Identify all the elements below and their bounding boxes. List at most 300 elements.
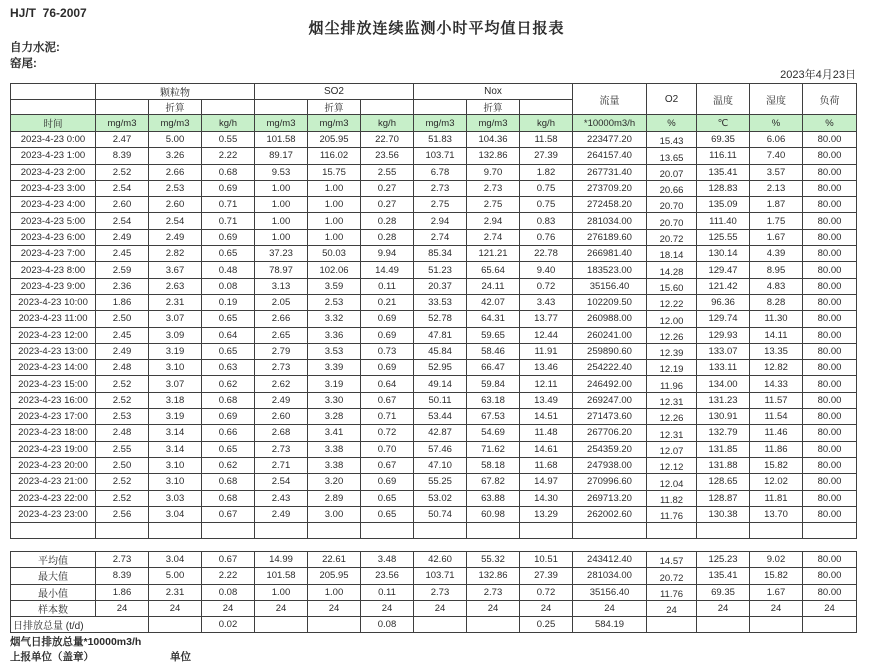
summary-value-cell: 24: [308, 600, 361, 616]
value-cell: 267731.40: [573, 164, 647, 180]
value-cell: 129.74: [697, 311, 750, 327]
table-row: [11, 197, 857, 213]
value-cell: 2.50: [96, 311, 149, 327]
value-cell: 2.31: [149, 294, 202, 310]
value-cell: 71.62: [467, 441, 520, 457]
table-row: [11, 180, 857, 196]
summary-value-cell: 24: [803, 600, 857, 616]
value-cell: 37.23: [255, 246, 308, 262]
value-cell: 0.65: [202, 311, 255, 327]
value-cell: 0.69: [361, 311, 414, 327]
value-cell: 0.62: [202, 376, 255, 392]
value-cell: 3.28: [308, 409, 361, 425]
value-cell: 78.97: [255, 262, 308, 278]
empty-cell: [308, 523, 361, 539]
summary-value-cell: 2.22: [202, 568, 255, 584]
value-cell: 60.98: [467, 506, 520, 522]
value-cell: 2.22: [202, 148, 255, 164]
time-cell: 2023-4-23 16:00: [11, 392, 96, 408]
summary-value-cell: 1.00: [308, 584, 361, 600]
value-cell: 12.07: [647, 441, 697, 457]
value-cell: 20.66: [647, 180, 697, 196]
value-cell: 130.38: [697, 506, 750, 522]
unit-cell: kg/h: [202, 115, 255, 132]
summary-value-cell: 35156.40: [573, 584, 647, 600]
summary-value-cell: 24: [520, 600, 573, 616]
value-cell: 6.78: [414, 164, 467, 180]
empty-cell: [520, 523, 573, 539]
value-cell: 9.40: [520, 262, 573, 278]
value-cell: 2.73: [255, 360, 308, 376]
value-cell: 2.45: [96, 327, 149, 343]
value-cell: 128.65: [697, 474, 750, 490]
value-cell: 0.68: [202, 474, 255, 490]
value-cell: 80.00: [803, 360, 857, 376]
value-cell: 0.19: [202, 294, 255, 310]
header-group-row: [11, 84, 857, 100]
value-cell: 3.07: [149, 376, 202, 392]
value-cell: 52.95: [414, 360, 467, 376]
value-cell: 42.87: [414, 425, 467, 441]
table-row: [11, 360, 857, 376]
value-cell: 63.88: [467, 490, 520, 506]
value-cell: 13.29: [520, 506, 573, 522]
value-cell: 129.47: [697, 262, 750, 278]
value-cell: 12.31: [647, 425, 697, 441]
value-cell: 11.91: [520, 343, 573, 359]
value-cell: 9.70: [467, 164, 520, 180]
value-cell: 111.40: [697, 213, 750, 229]
value-cell: 0.65: [202, 246, 255, 262]
value-cell: 2.68: [255, 425, 308, 441]
value-cell: 3.18: [149, 392, 202, 408]
value-cell: 0.69: [361, 327, 414, 343]
daily-total-cell: 0.08: [361, 617, 414, 633]
unit-cell: *10000m3/h: [573, 115, 647, 132]
value-cell: 12.11: [520, 376, 573, 392]
value-cell: 13.49: [520, 392, 573, 408]
value-cell: 2.71: [255, 457, 308, 473]
value-cell: 0.76: [520, 229, 573, 245]
value-cell: 0.28: [361, 213, 414, 229]
value-cell: 8.95: [750, 262, 803, 278]
value-cell: 11.96: [647, 376, 697, 392]
value-cell: 1.00: [255, 229, 308, 245]
table-row: [11, 262, 857, 278]
summary-value-cell: 10.51: [520, 552, 573, 568]
time-cell: 2023-4-23 22:00: [11, 490, 96, 506]
value-cell: 3.32: [308, 311, 361, 327]
summary-value-cell: 55.32: [467, 552, 520, 568]
value-cell: 131.88: [697, 457, 750, 473]
value-cell: 2.49: [96, 229, 149, 245]
time-cell: 2023-4-23 0:00: [11, 132, 96, 148]
value-cell: 11.76: [647, 506, 697, 522]
daily-total-cell: 0.25: [520, 617, 573, 633]
header-o2: O2: [647, 84, 697, 115]
value-cell: 2.94: [414, 213, 467, 229]
value-cell: 6.06: [750, 132, 803, 148]
value-cell: 128.83: [697, 180, 750, 196]
daily-total-cell: [803, 617, 857, 633]
value-cell: 3.53: [308, 343, 361, 359]
value-cell: 269713.20: [573, 490, 647, 506]
value-cell: 0.63: [202, 360, 255, 376]
value-cell: 102209.50: [573, 294, 647, 310]
value-cell: 254222.40: [573, 360, 647, 376]
value-cell: 2.53: [149, 180, 202, 196]
value-cell: 50.74: [414, 506, 467, 522]
value-cell: 12.19: [647, 360, 697, 376]
value-cell: 11.68: [520, 457, 573, 473]
value-cell: 183523.00: [573, 262, 647, 278]
summary-rows: [11, 552, 857, 633]
header-blank-cell: [96, 100, 149, 115]
time-cell: 2023-4-23 20:00: [11, 457, 96, 473]
time-cell: 2023-4-23 11:00: [11, 311, 96, 327]
value-cell: 269247.00: [573, 392, 647, 408]
value-cell: 2.60: [255, 409, 308, 425]
daily-total-cell: 0.02: [202, 617, 255, 633]
value-cell: 7.40: [750, 148, 803, 164]
value-cell: 80.00: [803, 327, 857, 343]
value-cell: 11.86: [750, 441, 803, 457]
time-cell: 2023-4-23 3:00: [11, 180, 96, 196]
time-cell: 2023-4-23 9:00: [11, 278, 96, 294]
value-cell: 133.07: [697, 343, 750, 359]
summary-value-cell: 0.72: [520, 584, 573, 600]
table-row: [11, 213, 857, 229]
table-row: [11, 148, 857, 164]
value-cell: 135.41: [697, 164, 750, 180]
value-cell: 131.85: [697, 441, 750, 457]
value-cell: 0.21: [361, 294, 414, 310]
value-cell: 0.68: [202, 392, 255, 408]
value-cell: 134.00: [697, 376, 750, 392]
value-cell: 80.00: [803, 262, 857, 278]
value-cell: 2.49: [255, 506, 308, 522]
value-cell: 3.36: [308, 327, 361, 343]
value-cell: 33.53: [414, 294, 467, 310]
company-name: 自力水泥:: [10, 42, 60, 54]
value-cell: 0.69: [361, 360, 414, 376]
summary-value-cell: 80.00: [803, 568, 857, 584]
daily-total-cell: 584.19: [573, 617, 647, 633]
value-cell: 65.64: [467, 262, 520, 278]
table-row: [11, 425, 857, 441]
daily-total-cell: [308, 617, 361, 633]
value-cell: 15.60: [647, 278, 697, 294]
value-cell: 5.00: [149, 132, 202, 148]
table-row: [11, 132, 857, 148]
value-cell: 3.19: [149, 343, 202, 359]
value-cell: 0.66: [202, 425, 255, 441]
value-cell: 247938.00: [573, 457, 647, 473]
unit-label: 单位: [170, 651, 191, 663]
value-cell: 2.13: [750, 180, 803, 196]
summary-value-cell: 205.95: [308, 568, 361, 584]
summary-value-cell: 24: [96, 600, 149, 616]
time-cell: 2023-4-23 21:00: [11, 474, 96, 490]
value-cell: 2.54: [255, 474, 308, 490]
value-cell: 3.59: [308, 278, 361, 294]
value-cell: 2.53: [96, 409, 149, 425]
time-cell: 2023-4-23 23:00: [11, 506, 96, 522]
value-cell: 13.46: [520, 360, 573, 376]
value-cell: 1.00: [308, 180, 361, 196]
empty-cell: [255, 523, 308, 539]
value-cell: 80.00: [803, 294, 857, 310]
value-cell: 0.72: [361, 425, 414, 441]
table-row: [11, 474, 857, 490]
summary-value-cell: 24: [149, 600, 202, 616]
daily-total-cell: [467, 617, 520, 633]
summary-value-cell: 27.39: [520, 568, 573, 584]
value-cell: 22.70: [361, 132, 414, 148]
unit-cell: %: [803, 115, 857, 132]
summary-value-cell: 80.00: [803, 584, 857, 600]
table-row: [11, 229, 857, 245]
value-cell: 3.14: [149, 441, 202, 457]
value-cell: 2.52: [96, 164, 149, 180]
value-cell: 12.82: [750, 360, 803, 376]
value-cell: 47.10: [414, 457, 467, 473]
empty-cell: [361, 523, 414, 539]
time-cell: 2023-4-23 12:00: [11, 327, 96, 343]
value-cell: 3.39: [308, 360, 361, 376]
value-cell: 47.81: [414, 327, 467, 343]
header-humidity: 湿度: [750, 84, 803, 115]
time-cell: 2023-4-23 7:00: [11, 246, 96, 262]
table-row: [11, 246, 857, 262]
table-row: [11, 457, 857, 473]
value-cell: 2.73: [467, 180, 520, 196]
value-cell: 51.83: [414, 132, 467, 148]
unit-cell: %: [647, 115, 697, 132]
value-cell: 104.36: [467, 132, 520, 148]
value-cell: 2.79: [255, 343, 308, 359]
daily-total-cell: [149, 617, 202, 633]
summary-value-cell: 22.61: [308, 552, 361, 568]
value-cell: 1.00: [255, 213, 308, 229]
unit-cell: mg/m3: [149, 115, 202, 132]
value-cell: 20.70: [647, 197, 697, 213]
value-cell: 1.00: [308, 213, 361, 229]
summary-value-cell: 80.00: [803, 552, 857, 568]
value-cell: 272458.20: [573, 197, 647, 213]
summary-value-cell: 101.58: [255, 568, 308, 584]
empty-cell: [467, 523, 520, 539]
units-row: [11, 115, 857, 132]
table-row: [11, 506, 857, 522]
table-row: [11, 343, 857, 359]
value-cell: 12.26: [647, 327, 697, 343]
time-cell: 2023-4-23 1:00: [11, 148, 96, 164]
value-cell: 58.46: [467, 343, 520, 359]
empty-cell: [697, 523, 750, 539]
value-cell: 80.00: [803, 229, 857, 245]
value-cell: 3.43: [520, 294, 573, 310]
summary-value-cell: 281034.00: [573, 568, 647, 584]
value-cell: 14.28: [647, 262, 697, 278]
value-cell: 0.55: [202, 132, 255, 148]
value-cell: 80.00: [803, 457, 857, 473]
summary-value-cell: 1.00: [255, 584, 308, 600]
value-cell: 12.02: [750, 474, 803, 490]
value-cell: 128.87: [697, 490, 750, 506]
value-cell: 125.55: [697, 229, 750, 245]
value-cell: 0.69: [361, 474, 414, 490]
daily-total-cell: [697, 617, 750, 633]
value-cell: 2.54: [96, 213, 149, 229]
summary-value-cell: 69.35: [697, 584, 750, 600]
value-cell: 12.39: [647, 343, 697, 359]
header-blank-cell: [11, 100, 96, 115]
value-cell: 2.45: [96, 246, 149, 262]
value-cell: 2.66: [255, 311, 308, 327]
value-cell: 80.00: [803, 197, 857, 213]
value-cell: 52.78: [414, 311, 467, 327]
value-cell: 11.30: [750, 311, 803, 327]
value-cell: 63.18: [467, 392, 520, 408]
summary-table: [10, 551, 857, 633]
value-cell: 80.00: [803, 490, 857, 506]
time-header-cell: 时间: [11, 115, 96, 132]
summary-value-cell: 20.72: [647, 568, 697, 584]
value-cell: 2.75: [414, 197, 467, 213]
data-rows: [11, 132, 857, 539]
value-cell: 259890.60: [573, 343, 647, 359]
unit-cell: kg/h: [361, 115, 414, 132]
value-cell: 270996.60: [573, 474, 647, 490]
value-cell: 66.47: [467, 360, 520, 376]
value-cell: 223477.20: [573, 132, 647, 148]
value-cell: 12.00: [647, 311, 697, 327]
value-cell: 2.73: [255, 441, 308, 457]
value-cell: 132.79: [697, 425, 750, 441]
time-cell: 2023-4-23 10:00: [11, 294, 96, 310]
value-cell: 49.14: [414, 376, 467, 392]
value-cell: 2.52: [96, 392, 149, 408]
summary-value-cell: 42.60: [414, 552, 467, 568]
value-cell: 3.67: [149, 262, 202, 278]
value-cell: 2.49: [149, 229, 202, 245]
value-cell: 53.44: [414, 409, 467, 425]
value-cell: 1.00: [308, 229, 361, 245]
empty-cell: [414, 523, 467, 539]
summary-label: 最大值: [11, 568, 96, 584]
summary-value-cell: 0.11: [361, 584, 414, 600]
value-cell: 3.10: [149, 474, 202, 490]
value-cell: 3.38: [308, 457, 361, 473]
value-cell: 0.08: [202, 278, 255, 294]
time-cell: 2023-4-23 19:00: [11, 441, 96, 457]
value-cell: 13.70: [750, 506, 803, 522]
value-cell: 20.37: [414, 278, 467, 294]
value-cell: 80.00: [803, 506, 857, 522]
value-cell: 64.31: [467, 311, 520, 327]
table-row: [11, 164, 857, 180]
value-cell: 12.12: [647, 457, 697, 473]
header-blank-cell: [11, 84, 96, 100]
value-cell: 254359.20: [573, 441, 647, 457]
value-cell: 80.00: [803, 425, 857, 441]
value-cell: 0.64: [361, 376, 414, 392]
table-row: [11, 392, 857, 408]
value-cell: 80.00: [803, 180, 857, 196]
main-table: [10, 83, 857, 539]
flue-gas-total-note: 烟气日排放总量*10000m3/h: [10, 636, 142, 648]
unit-cell: ℃: [697, 115, 750, 132]
summary-value-cell: 11.76: [647, 584, 697, 600]
group-header-so2: SO2: [255, 84, 414, 100]
summary-value-cell: 3.04: [149, 552, 202, 568]
value-cell: 4.39: [750, 246, 803, 262]
summary-value-cell: 24: [255, 600, 308, 616]
summary-value-cell: 24: [573, 600, 647, 616]
time-cell: 2023-4-23 8:00: [11, 262, 96, 278]
empty-cell: [202, 523, 255, 539]
time-cell: 2023-4-23 17:00: [11, 409, 96, 425]
value-cell: 273709.20: [573, 180, 647, 196]
value-cell: 0.69: [202, 180, 255, 196]
value-cell: 3.14: [149, 425, 202, 441]
converted-header-nox: 折算: [467, 100, 520, 115]
daily-total-cell: [750, 617, 803, 633]
time-cell: 2023-4-23 5:00: [11, 213, 96, 229]
table-row: [11, 311, 857, 327]
value-cell: 2.94: [467, 213, 520, 229]
value-cell: 2.66: [149, 164, 202, 180]
time-cell: 2023-4-23 2:00: [11, 164, 96, 180]
value-cell: 2.56: [96, 506, 149, 522]
value-cell: 2.53: [308, 294, 361, 310]
header-blank-cell: [414, 100, 467, 115]
summary-value-cell: 2.73: [96, 552, 149, 568]
value-cell: 23.56: [361, 148, 414, 164]
value-cell: 2.82: [149, 246, 202, 262]
value-cell: 260241.00: [573, 327, 647, 343]
table-row: [11, 409, 857, 425]
value-cell: 67.82: [467, 474, 520, 490]
value-cell: 0.65: [202, 441, 255, 457]
value-cell: 271473.60: [573, 409, 647, 425]
summary-value-cell: 2.73: [414, 584, 467, 600]
summary-value-cell: 24: [647, 600, 697, 616]
value-cell: 12.31: [647, 392, 697, 408]
daily-total-label: 日排放总量 (t/d): [11, 617, 149, 633]
value-cell: 0.11: [361, 278, 414, 294]
value-cell: 264157.40: [573, 148, 647, 164]
value-cell: 14.11: [750, 327, 803, 343]
value-cell: 2.48: [96, 425, 149, 441]
value-cell: 3.26: [149, 148, 202, 164]
value-cell: 135.09: [697, 197, 750, 213]
value-cell: 11.57: [750, 392, 803, 408]
value-cell: 1.00: [255, 197, 308, 213]
value-cell: 1.75: [750, 213, 803, 229]
time-cell: 2023-4-23 15:00: [11, 376, 96, 392]
summary-row: [11, 584, 857, 600]
value-cell: 133.11: [697, 360, 750, 376]
value-cell: 0.28: [361, 229, 414, 245]
daily-total-cell: [414, 617, 467, 633]
value-cell: 276189.60: [573, 229, 647, 245]
summary-value-cell: 15.82: [750, 568, 803, 584]
value-cell: 58.18: [467, 457, 520, 473]
value-cell: 2.05: [255, 294, 308, 310]
value-cell: 3.19: [308, 376, 361, 392]
